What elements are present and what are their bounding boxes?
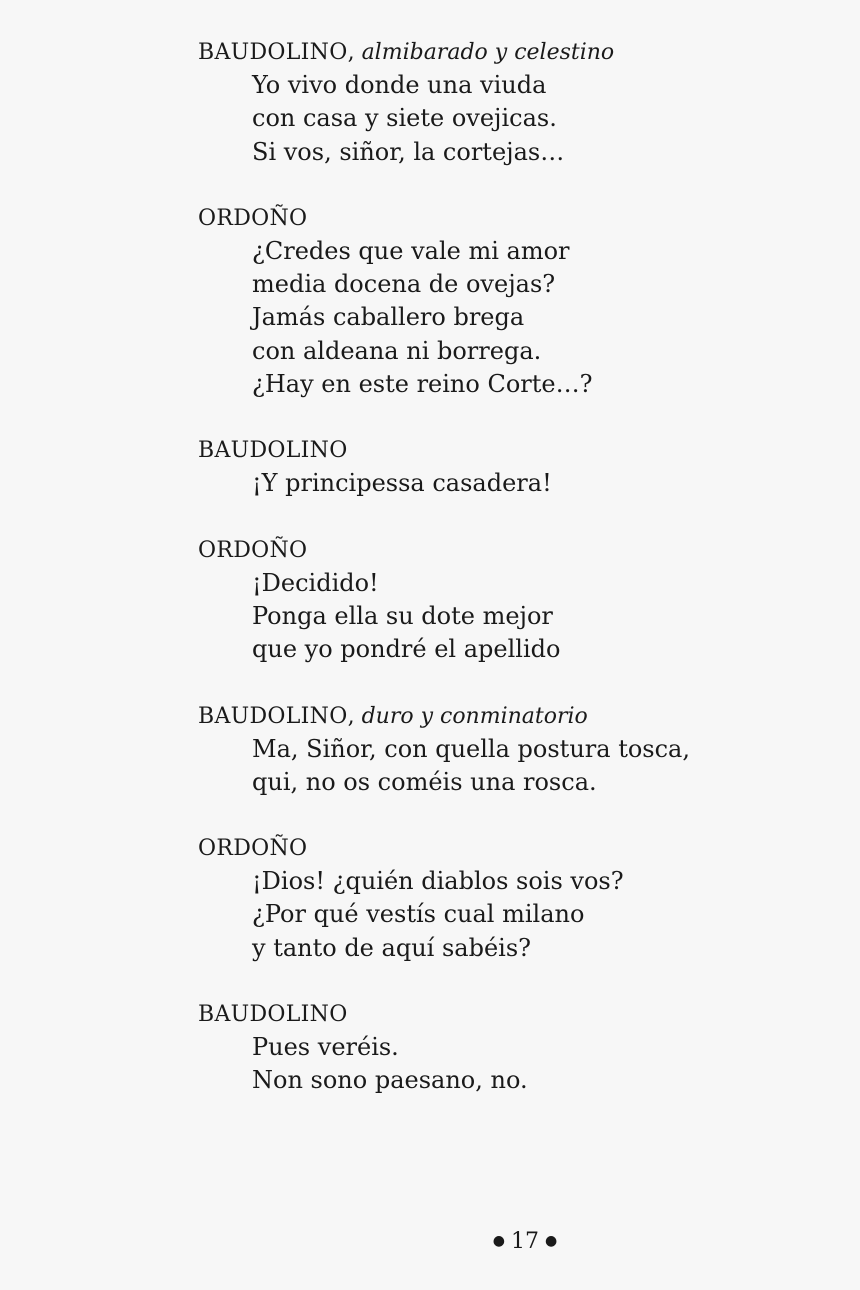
speaker-name: ORDOÑO — [198, 537, 308, 563]
page-number-value: 17 — [511, 1229, 539, 1254]
verse-line: qui, no os coméis una rosca. — [252, 767, 597, 796]
speaker-name: BAUDOLINO — [198, 438, 348, 464]
verse-line: Pues veréis. — [252, 1033, 399, 1062]
stanza — [198, 202, 818, 401]
stanza — [198, 534, 818, 667]
verse-line: ¿Credes que vale mi amor — [252, 236, 570, 265]
stanza — [198, 832, 818, 965]
speaker-name: ORDOÑO — [198, 205, 308, 231]
verse-line: y tanto de aquí sabéis? — [252, 933, 531, 962]
verse-line: ¿Hay en este reino Corte…? — [252, 370, 593, 399]
stanza — [198, 998, 818, 1098]
stanza — [198, 36, 818, 169]
stage-direction: duro y conminatorio — [361, 703, 588, 729]
speaker-heading — [198, 534, 818, 567]
speaker-name: BAUDOLINO — [198, 40, 348, 65]
speaker-heading — [198, 832, 818, 865]
verse-line: con casa y siete ovejicas. — [252, 104, 557, 133]
speaker-heading — [198, 998, 818, 1031]
speaker-name: BAUDOLINO — [198, 1002, 348, 1028]
speaker-heading — [198, 700, 818, 733]
speaker-heading — [198, 36, 818, 69]
verse-line: Yo vivo donde una viuda — [252, 71, 547, 99]
verse-line: Si vos, siñor, la cortejas… — [252, 137, 565, 166]
stage-direction: almibarado y celestino — [361, 40, 615, 65]
play-text — [198, 36, 818, 1131]
speaker-comma: , — [347, 703, 362, 729]
bullet-icon: ● — [545, 1233, 558, 1249]
page-number — [440, 1226, 610, 1257]
verse-line: con aldeana ni borrega. — [252, 336, 542, 365]
bullet-icon: ● — [492, 1233, 505, 1249]
verse-line: ¡Decidido! — [252, 568, 379, 597]
speaker-heading — [198, 202, 818, 235]
stanza — [198, 700, 818, 800]
speaker-comma: , — [347, 40, 362, 65]
verse-line: ¡Dios! ¿quién diablos sois vos? — [252, 867, 624, 896]
verse-line: media docena de ovejas? — [252, 270, 556, 299]
verse-line: Ponga ella su dote mejor — [252, 601, 553, 630]
speaker-name: BAUDOLINO — [198, 703, 348, 729]
verse-line: ¿Por qué vestís cual milano — [252, 900, 585, 929]
verse-line: Jamás caballero brega — [252, 303, 525, 332]
stanza — [198, 434, 818, 500]
speaker-name: ORDOÑO — [198, 836, 308, 862]
verse-line: ¡Y principessa casadera! — [252, 469, 552, 498]
verse-line: Non sono paesano, no. — [252, 1066, 528, 1095]
verse-line: Ma, Siñor, con quella postura tosca, — [252, 734, 690, 763]
speaker-heading — [198, 434, 818, 467]
verse-line: que yo pondré el apellido — [252, 635, 561, 664]
